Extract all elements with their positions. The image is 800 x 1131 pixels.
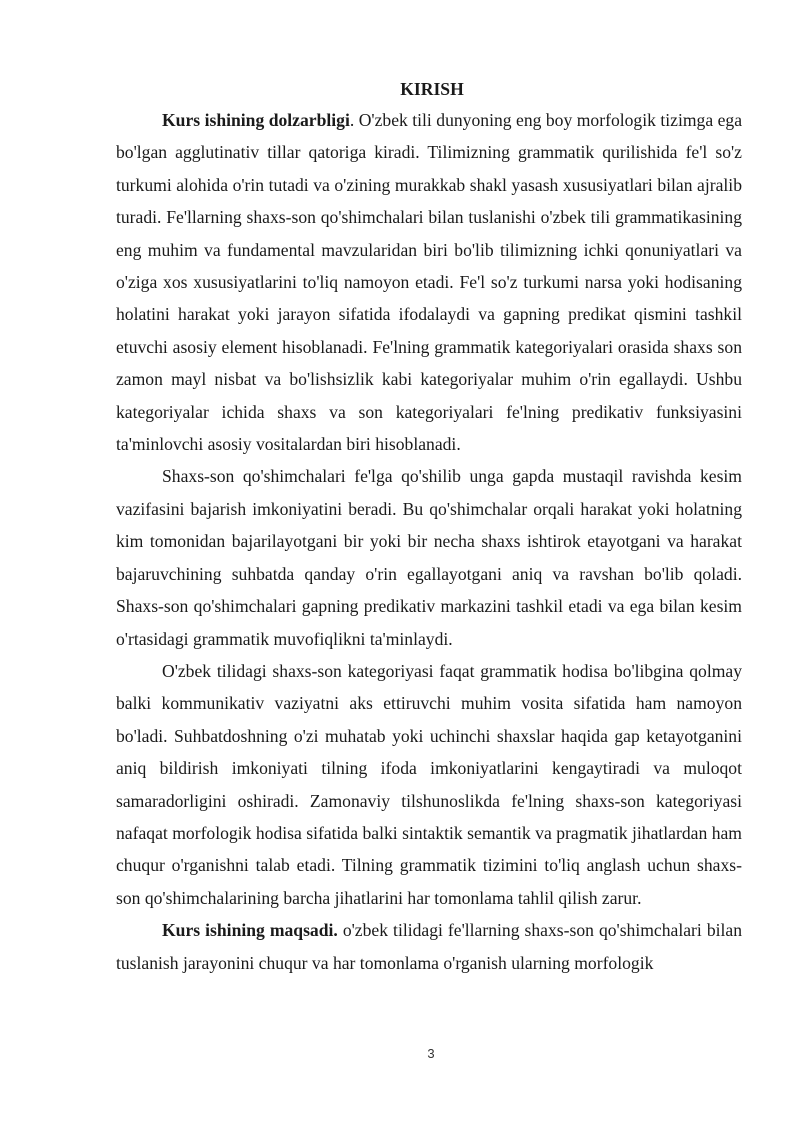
paragraph-lead: Kurs ishining dolzarbligi — [162, 110, 350, 130]
paragraph-text: . O'zbek tili dunyoning eng boy morfologik tizimga ega bo'lgan agglutinativ tillar qatoriga kiradi. Tilimizning grammatik qurilishida fe'l so'z turkumi alohida o'rin tutadi va o'zining murakkab shakl yasash xususiyatlari bilan ajralib turadi. Fe'llarning shaxs-son qo'shimchalari bilan tuslanishi o'zbek tili grammatikasining eng muhim va fundamental mavzularidan biri bo'lib tilimizning ichki qonuniyatlari va o'ziga xos xususiyatlarini to'liq namoyon etadi. Fe'l so'z turkumi narsa yoki hodisaning holatini harakat yoki jarayon sifatida ifodalaydi va gapning predikat qismini tashkil etuvchi asosiy element hisoblanadi. Fe'lning grammatik kategoriyalari orasida shaxs son zamon mayl nisbat va bo'lishsizlik kabi kategoriyalar muhim o'rin egallaydi. Ushbu kategoriyalar ichida shaxs va son kategoriyalari fe'lning predikativ funksiyasini ta'minlovchi asosiy vositalardan biri hisoblanadi. — [116, 110, 743, 455]
section-heading: KIRISH — [400, 79, 464, 99]
paragraph-goal — [116, 914, 742, 979]
paragraph-relevance — [116, 104, 742, 460]
document-body — [116, 74, 742, 979]
paragraph-text: O'zbek tilidagi shaxs-son kategoriyasi faqat grammatik hodisa bo'libgina qolmay balki kommunikativ vaziyatni aks ettiruvchi muhim vosita sifatida ham namoyon bo'ladi. Suhbatdoshning o'zi muhatab yoki uchinchi shaxslar haqida gap ketayotganini aniq bildirish imkoniyati tilning ifoda imkoniyatlarini kengaytiradi va muloqot samaradorligini oshiradi. Zamonaviy tilshunoslikda fe'lning shaxs-son kategoriyasi nafaqat morfologik hodisa sifatida balki sintaktik semantik va pragmatik jihatlardan ham chuqur o'rganishni talab etadi. Tilning grammatik tizimini to'liq anglash uchun shaxs-son qo'shimchalarining barcha jihatlarini har tomonlama tahlil qilish zarur. — [116, 660, 742, 908]
paragraph-text: Shaxs-son qo'shimchalari fe'lga qo'shilib unga gapda mustaqil ravishda kesim vazifasini bajarish imkoniyatini beradi. Bu qo'shimchalar orqali harakat yoki holatning kim tomonidan bajarilayotgani bir yoki bir necha shaxs ishtirok etayotgani va harakat bajaruvchining suhbatda qanday o'rin egallayotgani aniq va ravshan bo'lib qoladi. Shaxs-son qo'shimchalari gapning predikativ markazini tashkil etadi va ega bilan kesim o'rtasidagi grammatik muvofiqlikni ta'minlaydi. — [116, 466, 742, 649]
paragraph-suffixes — [116, 460, 742, 654]
paragraph-category — [116, 655, 742, 914]
page-number: 3 — [427, 1046, 435, 1061]
paragraph-lead: Kurs ishining maqsadi. — [162, 920, 338, 941]
paragraph-text: o'zbek tilidagi fe'llarning shaxs-son qo'shimchalari bilan tuslanish jarayonini chuqur va har tomonlama o'rganish ularning morfologik — [116, 920, 742, 973]
